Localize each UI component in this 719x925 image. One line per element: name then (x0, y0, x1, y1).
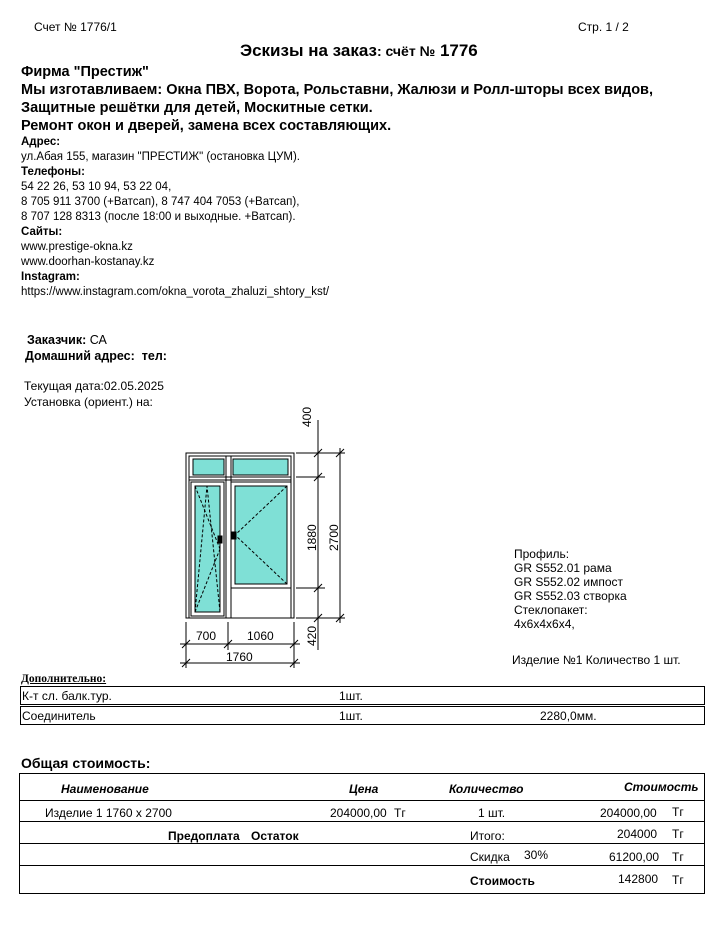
col-price-header: Цена (349, 782, 379, 796)
current-date (24, 379, 164, 393)
col-cost-header: Стоимость (624, 780, 699, 794)
instagram-link[interactable]: https://www.instagram.com/okna_vorota_zhaluzi_shtory_kst/ (21, 286, 330, 298)
extras-row-name: К-т сл. балк.тур. (22, 689, 112, 703)
item-price: 204000,00 (330, 806, 387, 820)
site-link-1[interactable]: www.prestige-okna.kz (21, 241, 133, 253)
extras-row-2 (20, 706, 705, 725)
col-name-header: Наименование (61, 782, 149, 796)
extras-row-1 (20, 686, 705, 705)
dim-left-label: 700 (196, 629, 217, 643)
profile-label: Профиль: (514, 547, 570, 561)
extras-row-qty: 1шт. (339, 709, 363, 723)
item-cost-currency: Тг (672, 805, 684, 819)
install-label: Установка (ориент.) на: (24, 395, 153, 409)
divider (20, 865, 704, 866)
discount-currency: Тг (672, 850, 684, 864)
totals-table (19, 773, 705, 894)
col-qty-header: Количество (449, 782, 524, 796)
dim-total-label: 2700 (327, 524, 341, 551)
sites-label: Сайты: (21, 226, 63, 238)
item-price-currency: Тг (394, 806, 406, 820)
glass-label: Стеклопакет: (514, 603, 588, 617)
total-value: 142800 (618, 872, 659, 886)
rest-label: Остаток (251, 829, 299, 843)
item-qty: 1 шт. (478, 806, 506, 820)
phones-line-2: 8 705 911 3700 (+Ватсап), 8 747 404 7053 (+Ватсап), (21, 196, 300, 208)
phones-label: Телефоны: (21, 166, 85, 178)
phones-line-1: 54 22 26, 53 10 94, 53 22 04, (21, 181, 172, 193)
tel-label: тел: (141, 349, 167, 363)
date-value: 02.05.2025 (103, 379, 164, 393)
prepay-label: Предоплата (168, 829, 240, 843)
phones-line-3: 8 707 128 8313 (после 18:00 и выходные. +Ватсап). (21, 211, 296, 223)
title-number: 1776 (439, 41, 478, 60)
home-address-line (25, 349, 167, 363)
window-frame (186, 453, 294, 618)
title-suffix: : счёт № (376, 43, 436, 59)
customer-line (27, 333, 107, 347)
address-value: ул.Абая 155, магазин "ПРЕСТИЖ" (остановка ЦУМ). (21, 151, 300, 163)
company-line-3: Ремонт окон и дверей, замена всех составляющих. (21, 118, 392, 134)
extras-row-qty: 1шт. (339, 689, 363, 703)
item-cost: 204000,00 (600, 806, 657, 820)
dim-mid-label: 1880 (305, 524, 319, 551)
company-name: Фирма "Престиж" (21, 64, 149, 80)
title-main: Эскизы на заказ (240, 41, 377, 60)
invoice-ref: Счет № 1776/1 (34, 20, 117, 34)
company-line-1: Мы изготавливаем: Окна ПВХ, Ворота, Рольставни, Жалюзи и Ролл-шторы всех видов, (21, 82, 654, 98)
subtotal-label: Итого: (470, 829, 505, 843)
date-label: Текущая дата: (24, 379, 104, 393)
dim-top-label: 400 (300, 406, 314, 427)
profile-line-2: GR S552.02 импост (514, 575, 623, 589)
divider (20, 800, 704, 801)
instagram-label: Instagram: (21, 271, 80, 283)
profile-line-1: GR S552.01 рама (514, 561, 612, 575)
company-line-2: Защитные решётки для детей, Москитные сетки. (21, 100, 373, 116)
glass-value: 4х6х4х6х4, (514, 617, 575, 631)
extras-row-name: Соединитель (22, 709, 96, 723)
page-number: Стр. 1 / 2 (578, 20, 629, 34)
dim-right-label: 1060 (247, 629, 274, 643)
item-quantity-label: Изделие №1 Количество 1 шт. (512, 653, 681, 667)
divider (20, 821, 704, 822)
site-link-2[interactable]: www.doorhan-kostanay.kz (21, 256, 155, 268)
extras-row-extra: 2280,0мм. (540, 709, 597, 723)
subtotal-currency: Тг (672, 827, 684, 841)
dim-bottom-label: 420 (305, 625, 319, 646)
customer-label: Заказчик: (27, 333, 87, 347)
discount-value: 61200,00 (609, 850, 660, 864)
discount-label: Скидка (470, 850, 510, 864)
home-address-label: Домашний адрес: (25, 349, 135, 363)
address-label: Адрес: (21, 136, 61, 148)
dim-width-label: 1760 (226, 650, 253, 664)
page-title (240, 41, 478, 61)
totals-title: Общая стоимость: (21, 755, 151, 771)
subtotal-value: 204000 (617, 827, 658, 841)
total-currency: Тг (672, 873, 684, 887)
total-label: Стоимость (470, 874, 535, 888)
profile-line-3: GR S552.03 створка (514, 589, 627, 603)
customer-name: СА (89, 333, 107, 347)
discount-percent: 30% (524, 848, 549, 862)
extras-title: Дополнительно: (21, 673, 107, 685)
divider (20, 843, 704, 844)
item-name: Изделие 1 1760 х 2700 (45, 806, 172, 820)
